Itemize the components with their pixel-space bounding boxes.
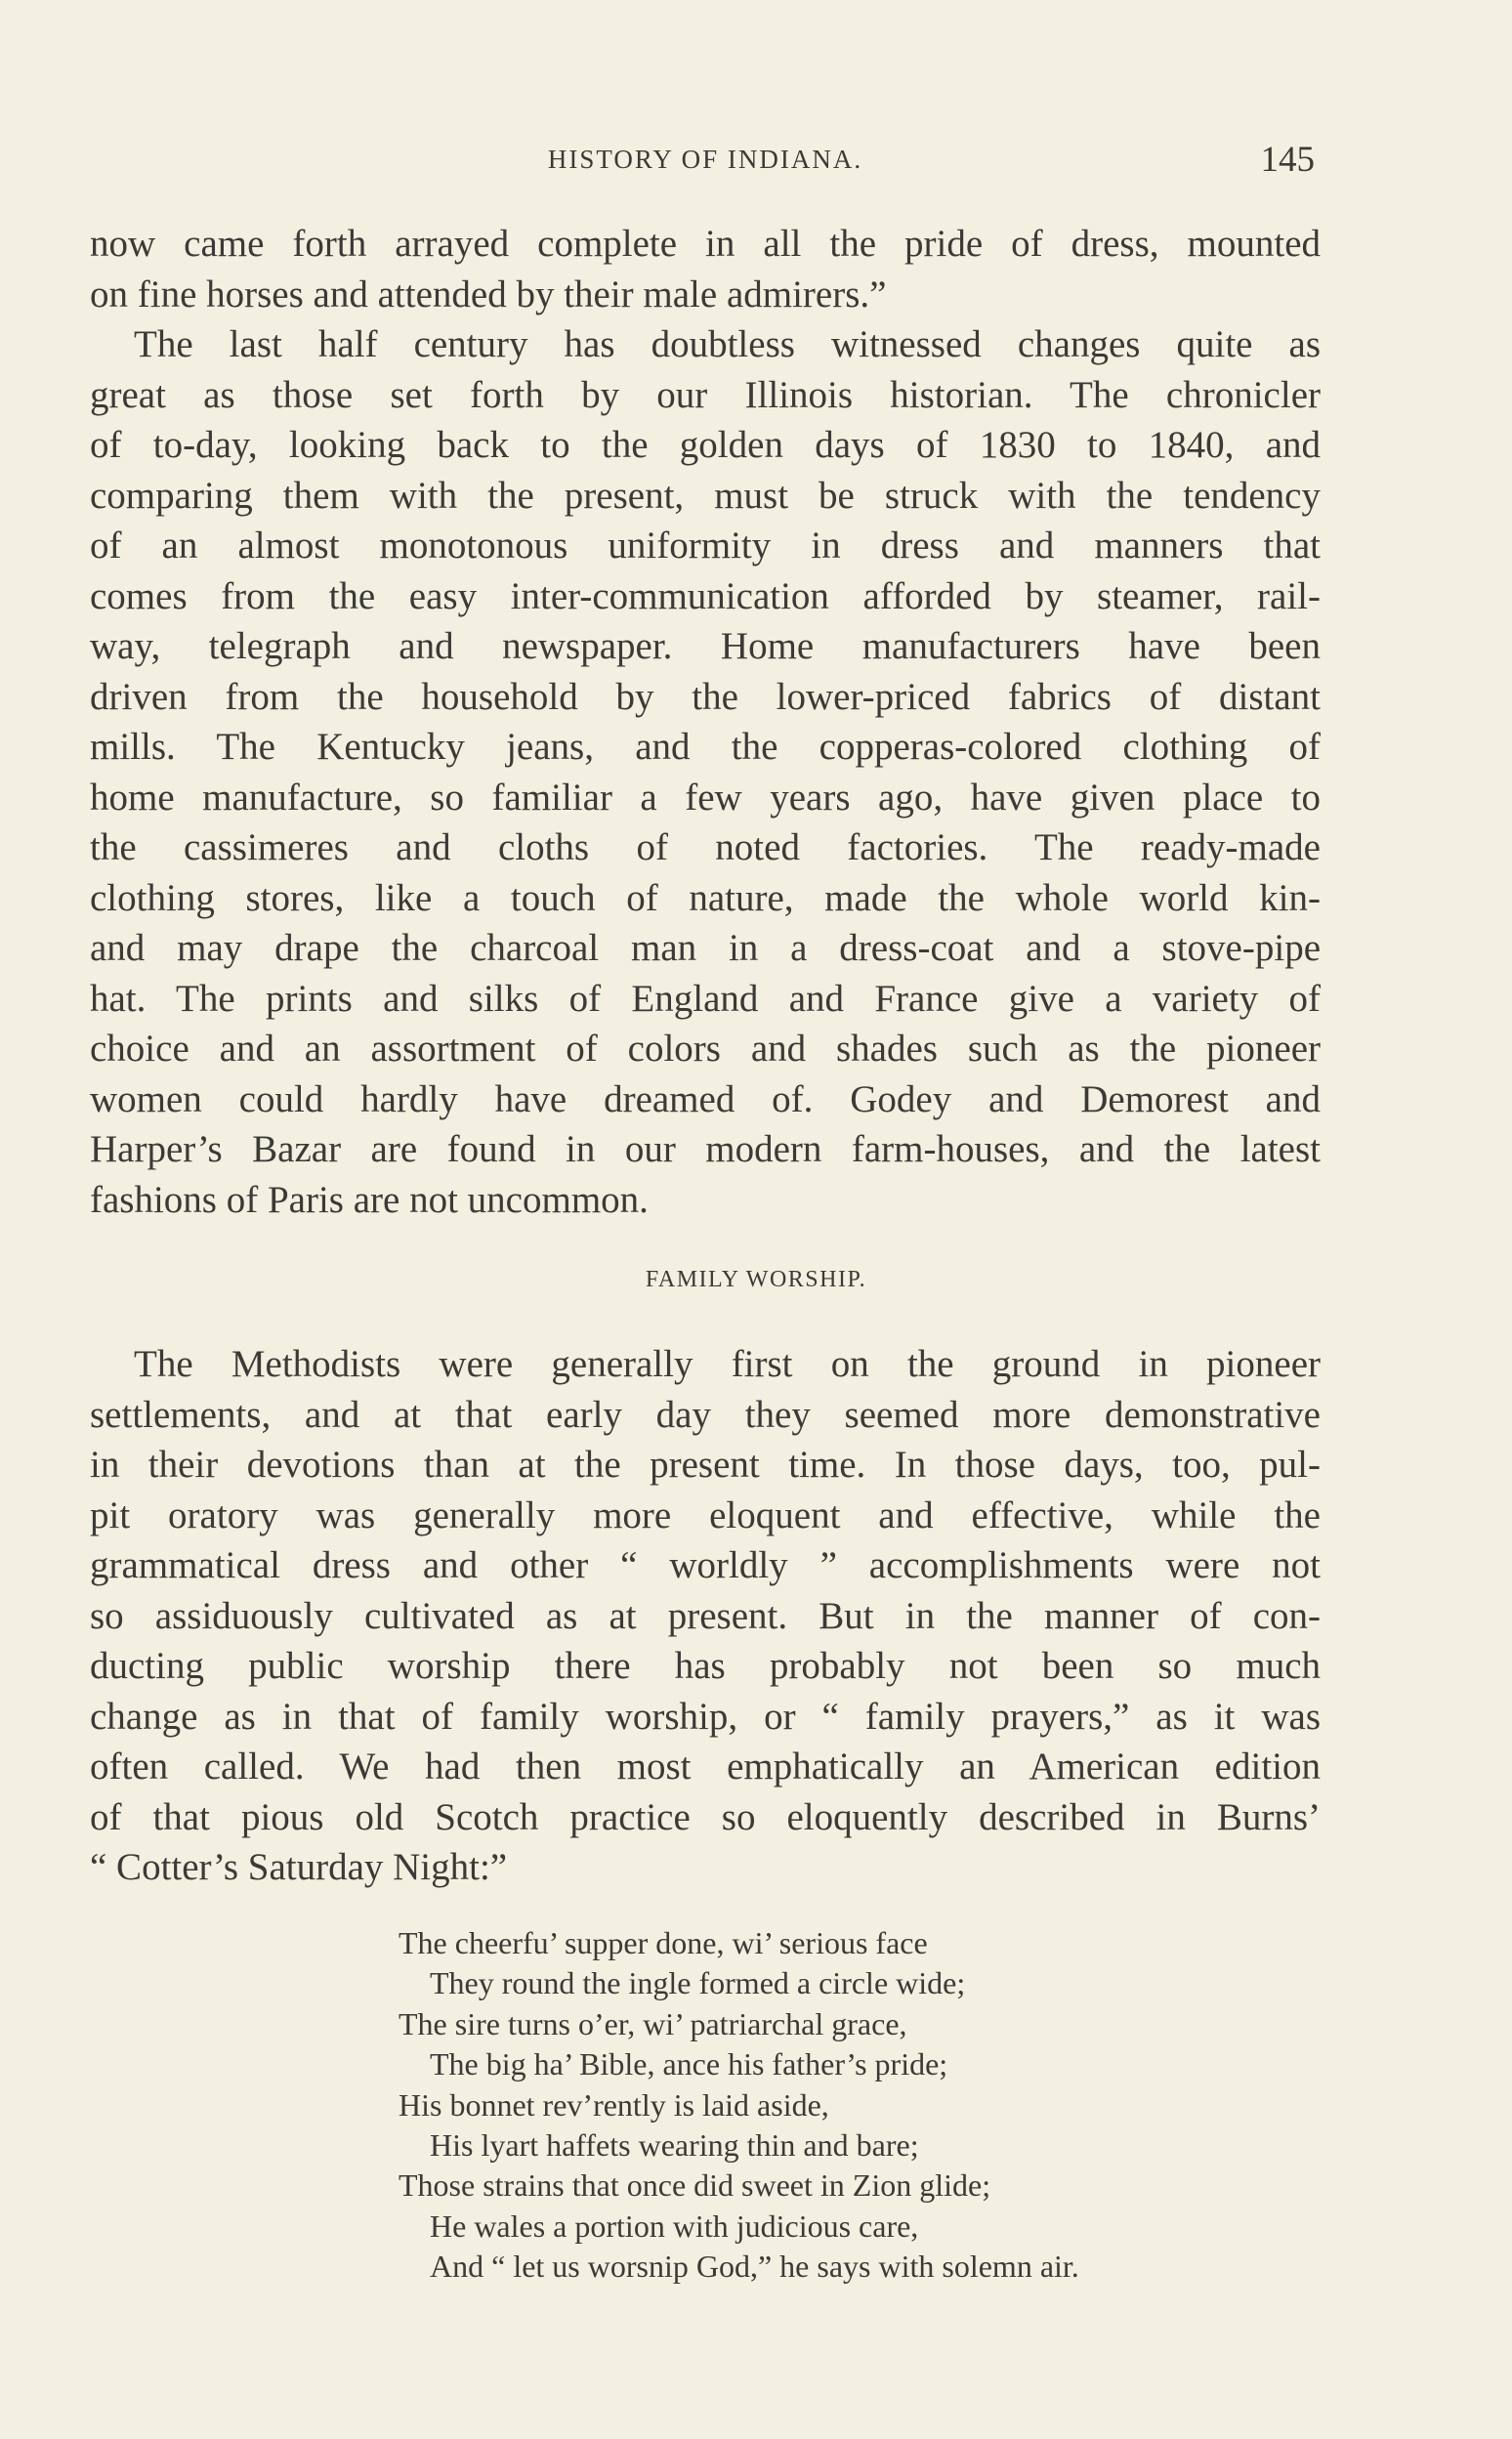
poem-line: His lyart haffets wearing thin and bare; (430, 2127, 919, 2164)
running-header (90, 139, 1321, 182)
section-heading: FAMILY WORSHIP. (645, 1267, 867, 1292)
page-number: 145 (1260, 140, 1315, 180)
text-line: mills. The Kentucky jeans, and the copperas-colored clothing of (90, 726, 1321, 768)
text-line: comparing them with the present, must be struck with the tendency (90, 474, 1321, 517)
text-line: of that pious old Scotch practice so eloquently described in Burns’ (90, 1795, 1321, 1838)
text-line: ducting public worship there has probably not been so much (90, 1645, 1321, 1687)
text-line: fashions of Paris are not uncommon. (90, 1178, 649, 1221)
text-line: so assiduously cultivated as at present. But in the manner of con- (90, 1594, 1321, 1637)
text-line: clothing stores, like a touch of nature, made the whole world kin- (90, 876, 1321, 919)
text-line: on fine horses and attended by their male admirers.” (90, 273, 887, 315)
poem-line: And “ let us worsnip God,” he says with solemn air. (430, 2249, 1079, 2285)
text-line: settlements, and at that early day they seemed more demonstrative (90, 1393, 1321, 1436)
text-line: home manufacture, so familiar a few years ago, have given place to (90, 776, 1321, 819)
poem-line: His bonnet rev’rently is laid aside, (399, 2086, 829, 2123)
text-line: grammatical dress and other “ worldly ” accomplishments were not (90, 1544, 1321, 1586)
text-line: women could hardly have dreamed of. Godey and Demorest and (90, 1077, 1321, 1120)
body-text-top (90, 219, 1321, 1225)
text-line: of to-day, looking back to the golden days of 1830 to 1840, and (90, 424, 1321, 466)
text-line: comes from the easy inter-communication afforded by steamer, rail- (90, 574, 1321, 617)
text-line: and may drape the charcoal man in a dress-coat and a stove-pipe (90, 927, 1321, 969)
running-title: HISTORY OF INDIANA. (547, 145, 863, 174)
poem-line: They round the ingle formed a circle wide; (430, 1965, 966, 2001)
poem-line: He wales a portion with judicious care, (430, 2208, 919, 2244)
text-line: of an almost monotonous uniformity in dress and manners that (90, 525, 1321, 567)
poem-line: The cheerfu’ supper done, wi’ serious face (399, 1925, 928, 1960)
text-line: The last half century has doubtless witnessed changes quite as (134, 323, 1321, 365)
text-line: now came forth arrayed complete in all the pride of dress, mounted (90, 223, 1321, 265)
text-line: pit oratory was generally more eloquent and effective, while the (90, 1493, 1321, 1536)
text-line: Harper’s Bazar are found in our modern farm-houses, and the latest (90, 1128, 1321, 1170)
poem-line: Those strains that once did sweet in Zion glide; (399, 2167, 991, 2204)
text-line: driven from the household by the lower-priced fabrics of distant (90, 675, 1321, 718)
poem-quotation (399, 1923, 1079, 2288)
text-line: The Methodists were generally first on the ground in pioneer (134, 1343, 1321, 1385)
text-line: great as those set forth by our Illinois historian. The chronicler (90, 373, 1321, 416)
text-line: often called. We had then most emphatically an American edition (90, 1745, 1321, 1787)
body-text-bottom (90, 1339, 1321, 1893)
text-line: the cassimeres and cloths of noted factories. The ready-made (90, 826, 1321, 868)
poem-line: The sire turns o’er, wi’ patriarchal grace, (399, 2005, 907, 2041)
text-line: change as in that of family worship, or “ family prayers,” as it was (90, 1695, 1321, 1738)
poem-line: The big ha’ Bible, ance his father’s pride; (430, 2046, 948, 2082)
text-line: way, telegraph and newspaper. Home manufacturers have been (90, 625, 1321, 667)
text-line: in their devotions than at the present time. In those days, too, pul- (90, 1444, 1321, 1486)
text-line: choice and an assortment of colors and shades such as the pioneer (90, 1028, 1321, 1070)
text-line: “ Cotter’s Saturday Night:” (90, 1846, 508, 1888)
text-line: hat. The prints and silks of England and France give a variety of (90, 977, 1321, 1020)
